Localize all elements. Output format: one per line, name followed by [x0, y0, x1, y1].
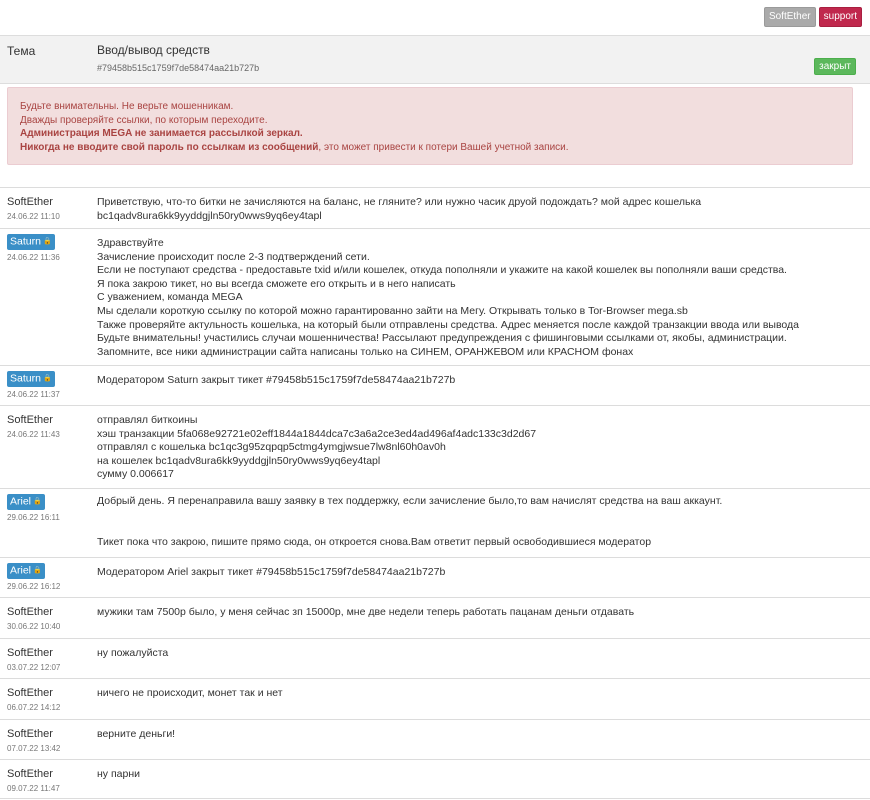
- message-text: ничего не происходит, монет так и нет: [97, 687, 283, 699]
- message-list: [0, 187, 870, 799]
- message-date: 07.07.22 13:42: [7, 744, 61, 753]
- message-author[interactable]: SoftEther: [7, 647, 53, 659]
- message-text: Добрый день. Я перенаправила вашу заявку в тех поддержку, если зачисление было,то вам начислят средства на ваш аккаунт. Тикет пока что закрою, пишите прямо сюда, он откроется снова.Вам ответит первый освободившиеся модератор: [97, 495, 723, 548]
- message-date: 29.06.22 16:12: [7, 582, 61, 591]
- ticket-hash: #79458b515c1759f7de58474aa21b727b: [97, 63, 260, 73]
- alert-bold-part: Никогда не вводите свой пароль по ссылкам из сообщений: [20, 142, 319, 154]
- message-text: Модератором Ariel закрыт тикет #79458b515c1759f7de58474aa21b727b: [97, 566, 446, 578]
- message-text: Здравствуйте Зачисление происходит после 2-3 подтверждений сети. Если не поступают средства - предоставьте txid и/или кошелек, откуда пополняли и укажите на какой кошелек вы пополняли ваши средства. Я пока закрою тикет, но вы всегда сможете его открыть и в него написать С уважением, команда MEGA Мы сделали короткую ссылку по которой можно гарантированно зайти на Мегу. Открывать только в Tor-Browser mega.sb Также проверяйте актульность кошелька, на который были отправлены средства. Адрес меняется после каждой транзакции ввода или вывода Будьте внимательны! участились случаи мошенничества! Рассылают предупреждения с фишинговыми ссылками от, якобы, администрации. Запомните, все ники администрации сайта написаны только на СИНЕМ, ОРАНЖЕВОМ или КРАСНОМ фонах: [97, 237, 800, 358]
- message-date: 24.06.22 11:37: [7, 390, 60, 399]
- message-date: 24.06.22 11:36: [7, 253, 60, 262]
- lock-icon: 🔒: [33, 498, 42, 505]
- top-buttons: [764, 7, 862, 27]
- support-button[interactable]: support: [819, 7, 862, 27]
- message-text: верните деньги!: [97, 728, 176, 740]
- message-row: [0, 759, 870, 799]
- message-author[interactable]: SoftEther: [7, 768, 53, 780]
- message-date: 30.06.22 10:40: [7, 622, 61, 631]
- alert-rest-part: , это может привести к потери Вашей учетной записи.: [318, 142, 569, 154]
- moderator-badge[interactable]: Saturn 🔒: [7, 371, 55, 387]
- message-row: [0, 719, 870, 759]
- message-date: 24.06.22 11:43: [7, 430, 60, 439]
- message-date: 24.06.22 11:10: [7, 212, 60, 221]
- alert-line-bold: Администрация MEGA не занимается рассылкой зеркал.: [20, 128, 303, 140]
- topic-label: Тема: [7, 44, 36, 58]
- message-row: [0, 365, 870, 405]
- message-text: Приветствую, что-то битки не зачисляются на баланс, не гляните? или нужно часик друой подождать? мой адрес кошелька bc1qadv8ura6kk9yyddgjln50ry0wws9yq6ey4tapl: [97, 196, 702, 222]
- message-date: 09.07.22 11:47: [7, 784, 60, 793]
- message-author[interactable]: SoftEther: [7, 414, 53, 426]
- lock-icon: 🔒: [42, 238, 52, 245]
- moderator-badge[interactable]: Ariel 🔒: [7, 563, 45, 579]
- ticket-status-button[interactable]: закрыт: [814, 58, 856, 75]
- message-text: мужики там 7500р было, у меня сейчас зп 15000р, мне две недели теперь работать пацанам деньги отдавать: [97, 606, 635, 618]
- message-row: [0, 638, 870, 678]
- message-date: 29.06.22 16:11: [7, 513, 60, 522]
- message-row: [0, 678, 870, 719]
- message-date: 03.07.22 12:07: [7, 663, 61, 672]
- lock-icon: 🔒: [33, 567, 42, 574]
- ticket-header: [0, 35, 870, 84]
- ticket-title: Ввод/вывод средств: [97, 43, 210, 57]
- lock-icon: 🔒: [42, 375, 52, 382]
- message-text: ну пожалуйста: [97, 647, 169, 659]
- moderator-badge[interactable]: Ariel 🔒: [7, 494, 45, 510]
- alert-line: Дважды проверяйте ссылки, по которым переходите.: [20, 114, 268, 126]
- message-date: 06.07.22 14:12: [7, 703, 61, 712]
- message-text: Модератором Saturn закрыт тикет #79458b515c1759f7de58474aa21b727b: [97, 374, 456, 386]
- message-text: отправлял биткоины хэш транзакции 5fa068e92721e02eff1844a1844dca7c3a6a2ce3ed4ad496af4adc133c3d2d67 отправлял с кошелька bc1qc3g95zqpqp5ctmg4ymgjwsue7lw8nl60h0av0h на кошелек bc1qadv8ura6kk9yyddgjln50ry0wws9yq6ey4tapl сумму 0.006617: [97, 414, 537, 481]
- message-row: [0, 405, 870, 488]
- warning-alert: [7, 87, 853, 165]
- message-row: [0, 228, 870, 365]
- message-row: [0, 488, 870, 557]
- message-text: ну парни: [97, 768, 140, 780]
- message-author[interactable]: SoftEther: [7, 687, 53, 699]
- message-author[interactable]: SoftEther: [7, 728, 53, 740]
- alert-line: [20, 141, 840, 155]
- message-author[interactable]: SoftEther: [7, 196, 53, 208]
- message-author[interactable]: SoftEther: [7, 606, 53, 618]
- message-row: [0, 557, 870, 597]
- moderator-badge[interactable]: Saturn 🔒: [7, 234, 55, 250]
- alert-line: Будьте внимательны. Не верьте мошенникам.: [20, 101, 234, 112]
- message-row: [0, 187, 870, 228]
- message-row: [0, 597, 870, 638]
- user-button[interactable]: SoftEther: [764, 7, 816, 27]
